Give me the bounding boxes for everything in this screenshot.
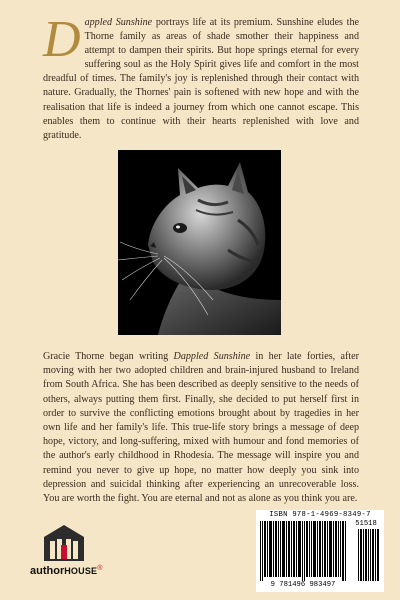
intro-text: portrays life at its premium. Sunshine eludes the Thorne family as areas of shade smother their happiness and attempt to dampen their spirits. But hope springs eternal for every suffering soul as the Holy Spirit gives life and comfort in the most dreadful of times. The family's joy is replenished through their contact with nature. Gradually, the Thornes' pain is softened with new hope and with the realisation that life is indeed a journey from which one cannot escape. This enables them to continue with their hearts replenished with love and gratitude. (43, 17, 359, 141)
drop-cap: D (43, 11, 81, 68)
publisher-name: authorHOUSE® (30, 565, 103, 577)
author-paragraph (43, 350, 359, 506)
isbn-number: ISBN 978-1-4969-8349-7 (269, 511, 371, 519)
barcode-addon: 51518 (355, 520, 377, 528)
author-text: in her late forties, after moving with her two adopted children and brain-injured husband to Ireland from South Africa. She has been described as deeply sensitive to the needs of others, always putting them first. Finally, she decided to put herself first in order to survive the conflicting emotions brought about by tragedies in her own life and her family's life. This true-life story brings a message of deep hope, victory, and long-suffering, mixed with humour and fond memories of the author's early childhood in Rhodesia. The message will inspire you and remind you never to give up hope, no matter how deeply you sink into depression and suicidal thinking after experiencing an unrecoverable loss. You are worth the fight. You are eternal and not as alone as you think you are. (43, 351, 360, 505)
author-book-title: Dappled Sunshine (173, 351, 251, 362)
barcode (256, 510, 384, 592)
author-lead: Gracie Thorne began writing (43, 351, 174, 362)
cat-silhouette (118, 150, 281, 335)
publisher-logo (30, 523, 106, 581)
cat-photo (118, 150, 281, 335)
barcode-ean: 9 781496 983497 (270, 581, 336, 589)
book-stack-icon (42, 523, 86, 563)
intro-paragraph (43, 11, 359, 143)
intro-book-title: appled Sunshine (84, 17, 153, 28)
barcode-bars (260, 521, 380, 581)
